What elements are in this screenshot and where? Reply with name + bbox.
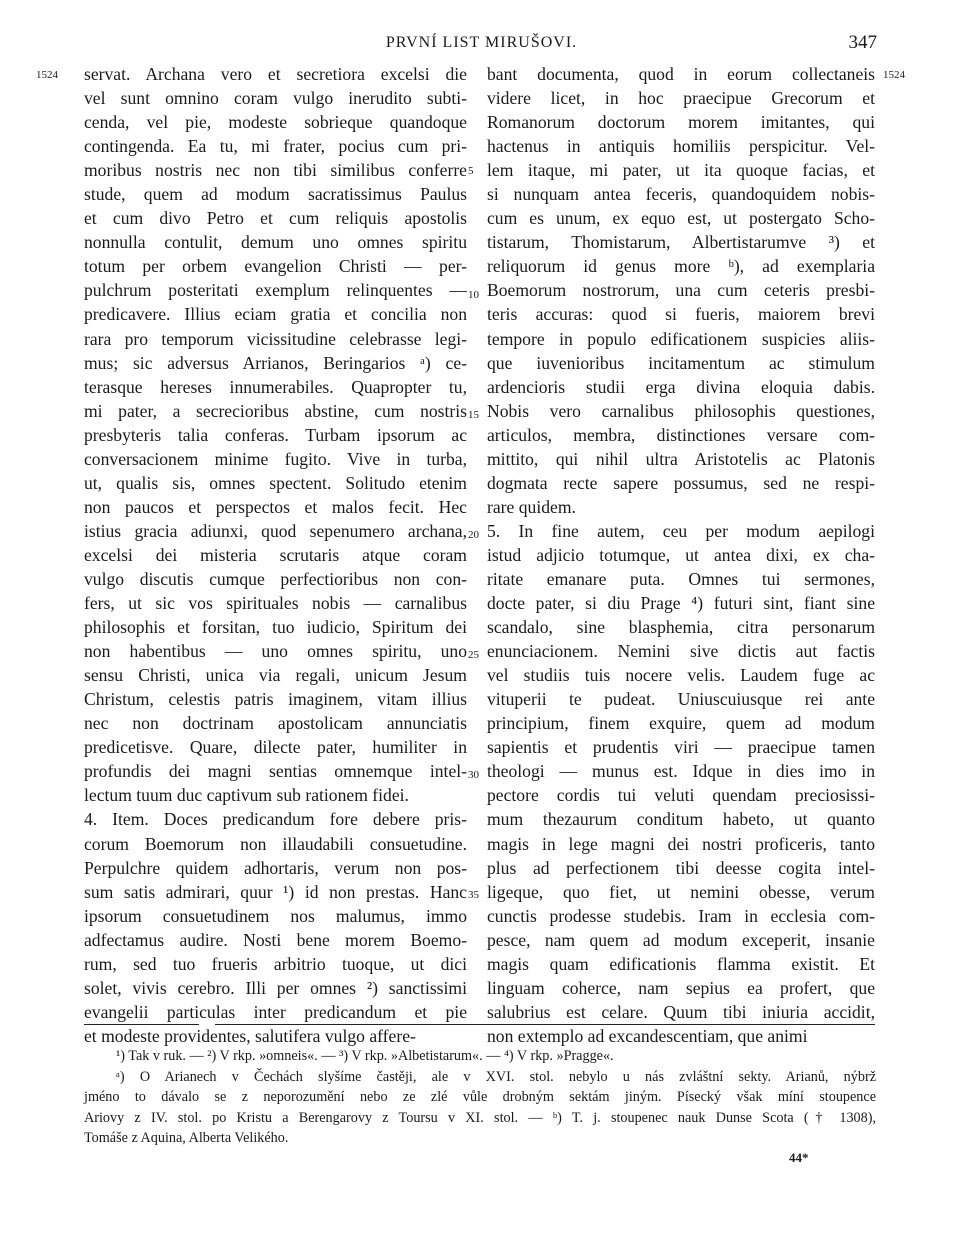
text-line: 4. Item. Doces predicandum fore debere pris- (84, 809, 467, 830)
text-line: bant documenta, quod in eorum collectaneis (487, 64, 875, 84)
line-number: 10 (468, 289, 479, 301)
text-line: rara pro temporum vicissitudine celebrasse legi- (84, 328, 467, 349)
text-line: ligeque, quo fiet, ut nemini obesse, verum (487, 881, 875, 902)
text-line: vel sunt omnino coram vulgo inerudito subti- (84, 88, 467, 109)
text-line: profundis dei magni sentias omnemque intel- (84, 761, 467, 782)
text-line: mus; sic adversus Arrianos, Beringarios ᵃ) ce- (84, 352, 467, 373)
text-line: nonnulla contulit, demum uno omnes spiritu (84, 232, 467, 253)
right-text-column (487, 62, 875, 1048)
text-line: rum, sed tuo frueris arbitrio tuoque, ut dici (84, 953, 467, 974)
text-line: mum thezaurum conditum habeto, ut quanto (487, 809, 875, 830)
text-line: istius gracia adiunxi, quod sepenumero archana, (84, 520, 467, 541)
text-line: Tomáše z Aquina, Alberta Velikého. (84, 1130, 289, 1146)
text-line: articulos, membra, distinctiones versare com- (487, 424, 875, 445)
line-number: 20 (468, 529, 479, 541)
text-line: non habentibus — uno omnes spiritu, uno (84, 641, 467, 662)
text-line: Boemorum nostrorum, una cum ceteris presbi- (487, 280, 875, 301)
text-line: stude, quem ad modum sacratissimus Paulus (84, 184, 467, 205)
text-line: vulgo discutis cumque perfectioribus non con- (84, 568, 467, 589)
text-line: predicetisve. Quare, dilecte pater, humiliter in (84, 737, 467, 758)
text-line: excelsi dei misteria scrutaris atque coram (84, 544, 467, 565)
footnote-rule-long (215, 1024, 875, 1025)
text-line: cenda, vel pie, modeste sobrieque quandoque (84, 112, 467, 133)
text-line: vituperii te pudeat. Uniuscuiusque rei ante (487, 689, 875, 710)
text-line: solet, vivis cerebro. Illi per omnes ²) sanctissimi (84, 977, 467, 998)
text-line: Romanorum doctorum morem imitantes, qui (487, 112, 875, 133)
text-line: reliquorum id genus more ᵇ), ad exemplaria (487, 256, 875, 277)
text-line: non extemplo ad excandescentiam, que animi (487, 1025, 808, 1046)
text-line: corum Boemorum non illaudabili consuetudine. (84, 833, 467, 854)
text-line: teris accuras: quod si fueris, maiorem brevi (487, 304, 875, 325)
text-line: 5. In fine autem, ceu per modum aepilogi (487, 520, 875, 541)
text-line: moribus nostris nec non tibi similibus conferre (84, 160, 467, 181)
text-line: adfectamus audire. Nosti bene morem Boemo- (84, 929, 467, 950)
text-line: servat. Archana vero et secretiora excelsi die (84, 64, 467, 84)
footnotes (84, 1046, 876, 1149)
text-line: philosophis et forsitan, tuo iudicio, Spiritum dei (84, 617, 467, 638)
footnote-rule-short (84, 1024, 199, 1025)
text-line: contingenda. Ea tu, mi frater, pocius cum pri- (84, 136, 467, 157)
text-line: nec non doctrinam apostolicam annunciatis (84, 713, 467, 734)
running-title: PRVNÍ LIST MIRUŠOVI. (385, 34, 578, 51)
line-number: 25 (468, 649, 479, 661)
text-line: videre licet, in hoc praecipue Grecorum et (487, 88, 875, 109)
text-line: si nunquam antea feceris, quandoquidem nobis- (487, 184, 875, 205)
text-line: ᵃ) O Arianech v Čechách slyšíme častěji, ale v XVI. stol. nebylo u nás zvláštní sekty. Arianů, nýbrž (116, 1068, 876, 1085)
line-number: 35 (468, 889, 479, 901)
text-line: Christum, celestis patris imaginem, vitam illius (84, 689, 467, 710)
text-line: que iuvenioribus incitamentum ac stimulum (487, 352, 875, 373)
text-line: lem itaque, mi pater, ut ita quoque facias, et (487, 160, 875, 181)
signature-mark: 44* (789, 1150, 809, 1165)
text-line: mi pater, a secrecioribus abstine, cum nostris (84, 400, 467, 421)
page-number: 347 (848, 32, 877, 53)
text-line: Perpulchre quidem adhortaris, verum non pos- (84, 857, 467, 878)
text-line: Nobis vero carnalibus philosophis questiones, (487, 400, 875, 421)
line-number: 15 (468, 409, 479, 421)
text-line: linguam coherce, nam sepius ea profert, que (487, 977, 875, 998)
text-line: cunctis prodesse studebis. Iram in ecclesia com- (487, 905, 875, 926)
text-line: pulchrum posteritati exemplum relinquentes — (84, 280, 467, 301)
text-line: tempore in populo edificationem suspicies aliis- (487, 328, 875, 349)
text-line: terasque hereses innumerabiles. Quapropter tu, (84, 376, 467, 397)
text-line: fers, ut sic vos spirituales nobis — carnalibus (84, 593, 467, 614)
text-line: theologi — munus est. Idque in dies imo in (487, 761, 875, 782)
text-line: mittito, qui nihil ultra Aristotelis ac Platonis (487, 448, 875, 469)
text-line: rare quidem. (487, 496, 576, 517)
text-line: dogmata recte sapere possumus, sed ne respi- (487, 472, 875, 493)
text-line: conversacionem minime fugito. Vive in turba, (84, 448, 467, 469)
text-line: pesce, nam quem ad modum exceperit, insanie (487, 929, 875, 950)
text-line: ut, qualis sis, omnes spectent. Solitudo etenim (84, 472, 467, 493)
text-line: tistarum, Thomistarum, Albertistarumve ³) et (487, 232, 875, 253)
left-text-column (84, 62, 467, 1048)
text-line: scandalo, sine blasphemia, citra personarum (487, 617, 875, 638)
text-line: et modeste providentes, salutifera vulgo affere- (84, 1025, 416, 1046)
text-line: enunciacionem. Nemini sive dictis aut factis (487, 641, 875, 662)
text-line: presbyteris talia conferas. Turbam ipsorum ac (84, 424, 467, 445)
text-line: cum es unum, ex equo est, ut postergato Scho- (487, 208, 875, 229)
text-line: istud adjicio totumque, ut antea dixi, ex cha- (487, 544, 875, 565)
text-line: predicavere. Illius eciam gratia et concilia non (84, 304, 467, 325)
text-line: sum satis admirari, quur ¹) id non prestas. Hanc (84, 881, 467, 902)
text-line: et cum divo Petro et cum reliquis apostolis (84, 208, 467, 229)
text-line: salubrius est celare. Quum tibi iniuria accidit, (487, 1001, 875, 1022)
text-line: ritate emanare puta. Omnes tui sermones, (487, 568, 875, 589)
text-line: totum per orbem evangelion Christi — per- (84, 256, 467, 277)
text-line: sensu Christi, unica via regali, unicum Jesum (84, 665, 467, 686)
year-marker-left: 1524 (36, 69, 58, 81)
text-line: lectum tuum duc captivum sub rationem fidei. (84, 785, 409, 806)
text-line: ardencioris studii erga divina eloquia dabis. (487, 376, 875, 397)
text-line: Ariovy z IV. stol. po Kristu a Berengarovy z Toursu v XI. stol. — ᵇ) T. j. stoupenec nauk Dunse Scota († 1308), (84, 1109, 876, 1126)
text-line: pectore cordis tui veluti quendam preciosissi- (487, 785, 875, 806)
text-line: non paucos et perspectos et malos fecit. Hec (84, 496, 467, 517)
text-line: plus ad perfectionem tibi deesse cogita intel- (487, 857, 875, 878)
text-line: ¹) Tak v ruk. — ²) V rkp. »omneis«. — ³) V rkp. »Albetistarum«. — ⁴) V rkp. »Pragge«. (116, 1048, 614, 1064)
year-marker-right: 1524 (883, 69, 905, 81)
text-line: evangelii particulas inter predicandum et pie (84, 1001, 467, 1022)
text-line: magis quam edificationis flamma existit. Et (487, 953, 875, 974)
text-line: magis in lege magni dei nostri proficeris, tanto (487, 833, 875, 854)
text-line: sapientis et prudentis viri — praecipue tamen (487, 737, 875, 758)
line-number: 5 (468, 165, 474, 177)
text-line: jméno to dávalo se z neporozumění nebo ze zlé vůle drobným sektám jiným. Písecký však míní stoupence (84, 1089, 876, 1105)
page-header (84, 30, 879, 60)
line-number: 30 (468, 769, 479, 781)
text-line: docte pater, si diu Prage ⁴) futuri sint, fiant sine (487, 593, 875, 614)
text-line: ipsorum consuetudinem nos malumus, immo (84, 905, 467, 926)
text-line: vel studiis tuis nocere velis. Laudem fuge ac (487, 665, 875, 686)
text-line: principium, finem exquire, quem ad modum (487, 713, 875, 734)
text-line: hactenus in antiquis homiliis perspicitur. Vel- (487, 136, 875, 157)
